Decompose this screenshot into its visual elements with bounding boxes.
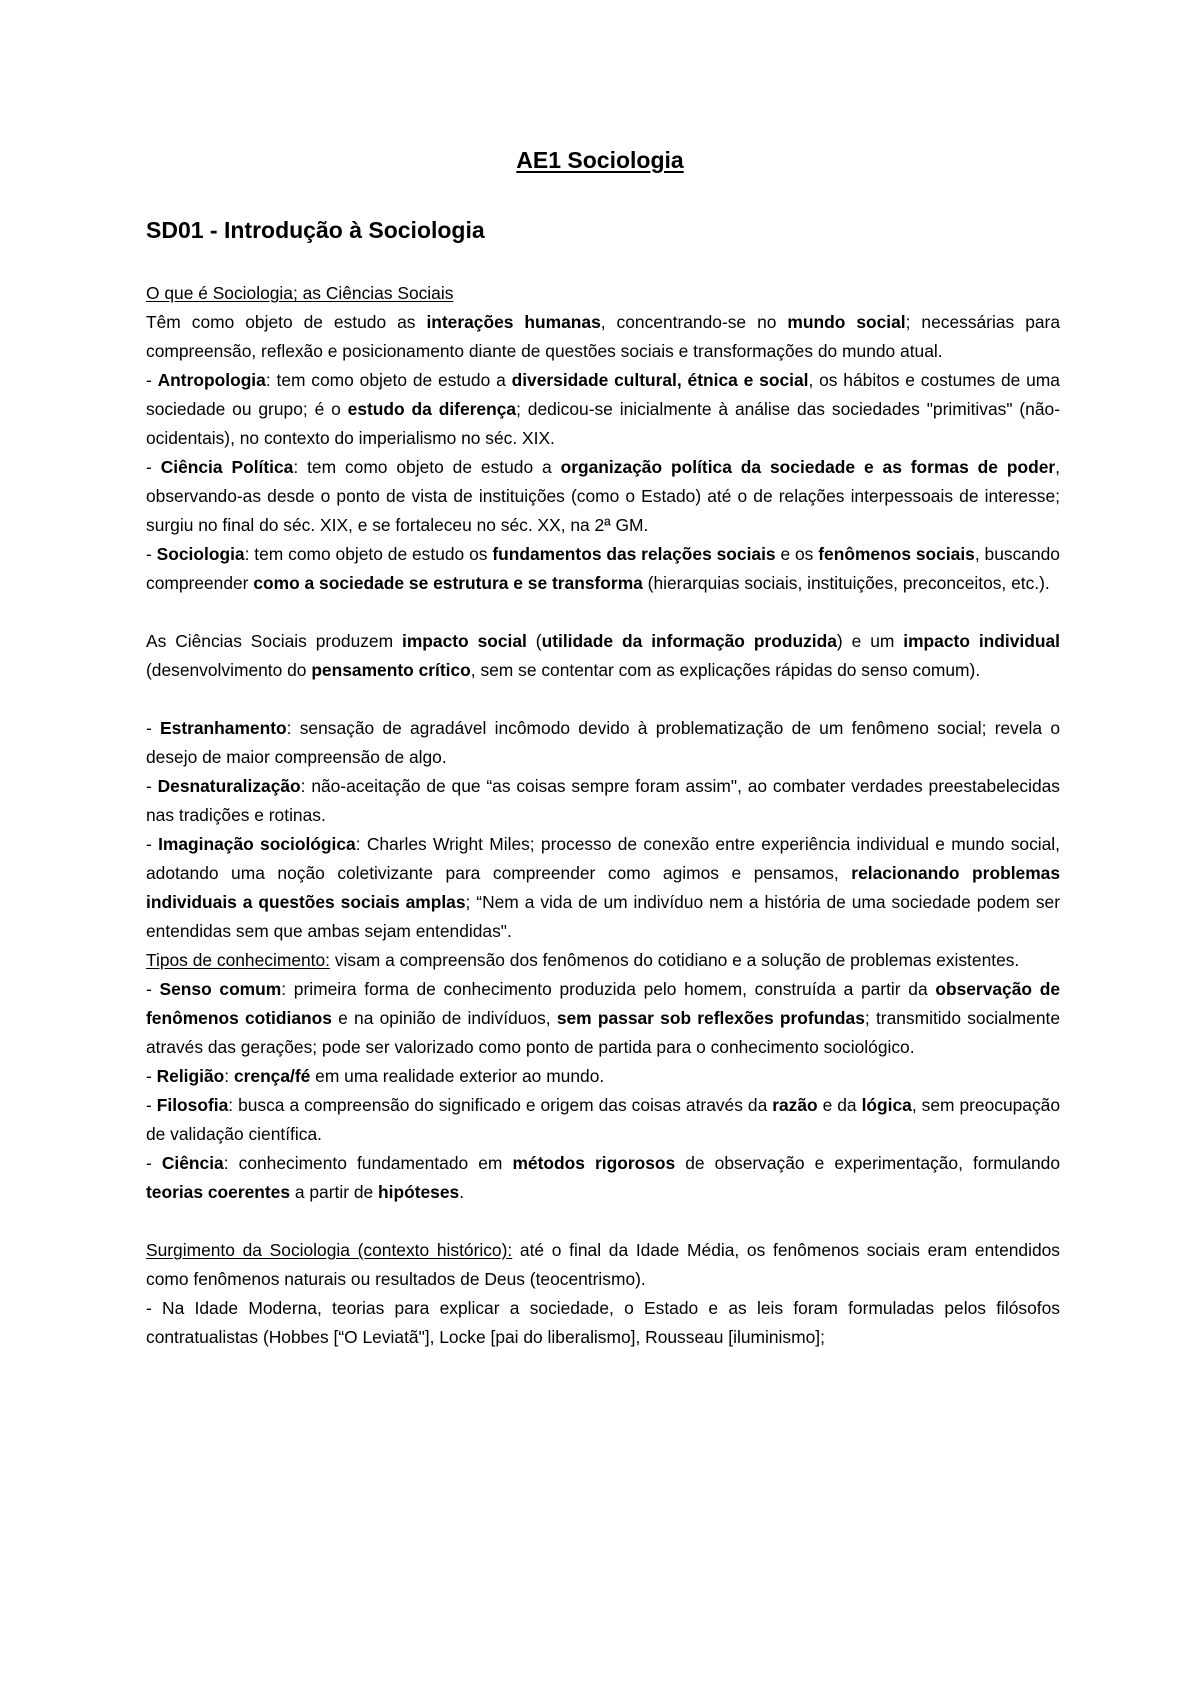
- text-run: : não-aceitação de que “as coisas sempre foram assim", ao combater verdades preestabelecidas nas tradições e rotinas.: [146, 776, 1061, 825]
- text-run: -: [146, 1153, 162, 1173]
- paragraph: [146, 453, 1060, 540]
- bold-text: Antropologia: [157, 370, 266, 390]
- paragraph-spacer: [146, 598, 1060, 627]
- underlined-heading: O que é Sociologia; as Ciências Sociais: [146, 283, 454, 303]
- bold-text: hipóteses: [378, 1182, 460, 1202]
- text-run: e da: [817, 1095, 862, 1115]
- text-run: -: [146, 718, 161, 738]
- paragraph: [146, 627, 1060, 685]
- text-run: , sem se contentar com as explicações rápidas do senso comum).: [470, 660, 981, 680]
- text-run: e os: [775, 544, 819, 564]
- text-run: : primeira forma de conhecimento produzida pelo homem, construída a partir da: [281, 979, 936, 999]
- paragraph: [146, 772, 1060, 830]
- text-run: ; transmitido socialmente através das gerações; pode ser valorizado como ponto de partida para o conhecimento sociológico.: [146, 1008, 1061, 1057]
- text-run: -: [146, 1095, 157, 1115]
- bold-text: Ciência Política: [160, 457, 294, 477]
- text-run: .: [459, 1182, 465, 1202]
- bold-text: diversidade cultural, étnica e social: [511, 370, 809, 390]
- bold-text: Filosofia: [156, 1095, 229, 1115]
- bold-text: lógica: [861, 1095, 912, 1115]
- paragraph: [146, 540, 1060, 598]
- text-run: :: [224, 1066, 234, 1086]
- text-run: : busca a compreensão do significado e origem das coisas através da: [228, 1095, 773, 1115]
- text-run: ) e um: [836, 631, 904, 651]
- text-run: , sem preocupação de validação científica.: [146, 1095, 1061, 1144]
- bold-text: Sociologia: [156, 544, 245, 564]
- bold-text: mundo social: [787, 312, 906, 332]
- text-run: : sensação de agradável incômodo devido à problematização de um fenômeno social; revela o desejo de maior compreensão de algo.: [146, 718, 1061, 767]
- paragraph: [146, 308, 1060, 366]
- section-heading: SD01 - Introdução à Sociologia: [146, 217, 485, 243]
- bold-text: fundamentos das relações sociais: [492, 544, 776, 564]
- text-run: Têm como objeto de estudo as: [146, 312, 427, 332]
- text-run: -: [146, 834, 159, 854]
- bold-text: interações humanas: [426, 312, 601, 332]
- underlined-heading: Tipos de conhecimento:: [146, 950, 330, 970]
- text-run: : conhecimento fundamentado em: [223, 1153, 513, 1173]
- text-run: -: [146, 544, 157, 564]
- text-run: até o final da Idade Média, os fenômenos sociais eram entendidos como fenômenos naturais ou resultados de Deus (teocentrismo).: [146, 1240, 1060, 1289]
- text-run: : tem como objeto de estudo os: [244, 544, 493, 564]
- text-run: , buscando compreender: [146, 544, 1060, 593]
- bold-text: Religião: [156, 1066, 225, 1086]
- paragraph: [146, 714, 1060, 772]
- paragraph: [146, 830, 1060, 946]
- text-run: -: [146, 370, 158, 390]
- bold-text: Imaginação sociológica: [158, 834, 356, 854]
- text-run: -: [146, 776, 158, 796]
- text-run: , concentrando-se no: [600, 312, 788, 332]
- text-run: -: [146, 1066, 157, 1086]
- text-run: a partir de: [290, 1182, 378, 1202]
- bold-text: pensamento crítico: [311, 660, 471, 680]
- text-run: : Charles Wright Miles; processo de conexão entre experiência individual e mundo social, adotando uma noção coletivizante para compreender como agimos e pensamos,: [146, 834, 1060, 883]
- text-run: (: [526, 631, 542, 651]
- bold-text: impacto social: [402, 631, 527, 651]
- bold-text: fenômenos sociais: [818, 544, 975, 564]
- bold-text: razão: [772, 1095, 818, 1115]
- text-run: ; dedicou-se inicialmente à análise das sociedades "primitivas" (não-ocidentais), no contexto do imperialismo no séc. XIX.: [146, 399, 1060, 448]
- bold-text: como a sociedade se estrutura e se transforma: [253, 573, 643, 593]
- text-run: : tem como objeto de estudo a: [293, 457, 561, 477]
- text-run: -: [146, 457, 161, 477]
- text-run: ; “Nem a vida de um indivíduo nem a história de uma sociedade podem ser entendidas sem que ambas sejam entendidas".: [146, 892, 1061, 941]
- paragraph: [146, 946, 1060, 975]
- text-run: (hierarquias sociais, instituições, preconceitos, etc.).: [642, 573, 1050, 593]
- bold-text: teorias coerentes: [146, 1182, 291, 1202]
- bold-text: Estranhamento: [160, 718, 287, 738]
- text-run: , observando-as desde o ponto de vista de instituições (como o Estado) até o de relações interpessoais de interesse; surgiu no final do séc. XIX, e se fortaleceu no séc. XX, na 2ª GM.: [146, 457, 1061, 535]
- text-run: : tem como objeto de estudo a: [265, 370, 512, 390]
- bold-text: organização política da sociedade e as formas de poder: [560, 457, 1056, 477]
- text-run: e na opinião de indivíduos,: [331, 1008, 557, 1028]
- text-run: (desenvolvimento do: [146, 660, 312, 680]
- paragraph: [146, 1062, 1060, 1091]
- bold-text: Desnaturalização: [157, 776, 301, 796]
- text-run: em uma realidade exterior ao mundo.: [310, 1066, 605, 1086]
- paragraph: [146, 1236, 1060, 1294]
- text-run: As Ciências Sociais produzem: [146, 631, 402, 651]
- bold-text: crença/fé: [233, 1066, 311, 1086]
- text-run: visam a compreensão dos fenômenos do cotidiano e a solução de problemas existentes.: [330, 950, 1020, 970]
- text-run: -: [146, 979, 160, 999]
- text-run: ; necessárias para compreensão, reflexão e posicionamento diante de questões sociais e transformações do mundo atual.: [146, 312, 1060, 361]
- paragraph: [146, 1091, 1060, 1149]
- document-title: AE1 Sociologia: [516, 147, 684, 173]
- bold-text: sem passar sob reflexões profundas: [556, 1008, 865, 1028]
- bold-text: estudo da diferença: [347, 399, 517, 419]
- bold-text: Ciência: [161, 1153, 224, 1173]
- underlined-heading: Surgimento da Sociologia (contexto histórico):: [146, 1240, 513, 1260]
- text-run: de observação e experimentação, formulando: [675, 1153, 1060, 1173]
- bold-text: métodos rigorosos: [512, 1153, 676, 1173]
- text-run: - Na Idade Moderna, teorias para explicar a sociedade, o Estado e as leis foram formuladas pelos filósofos contratualistas (Hobbes [“O Leviatã"], Locke [pai do liberalismo], Rousseau [iluminismo];: [146, 1298, 1060, 1347]
- paragraph: [146, 1294, 1060, 1352]
- bold-text: utilidade da informação produzida: [541, 631, 837, 651]
- document-body: [146, 279, 1060, 1352]
- text-run: , os hábitos e costumes de uma sociedade ou grupo; é o: [146, 370, 1060, 419]
- paragraph-spacer: [146, 685, 1060, 714]
- bold-text: observação de fenômenos cotidianos: [146, 979, 1061, 1028]
- paragraph: [146, 1149, 1060, 1207]
- paragraph: [146, 279, 1060, 308]
- bold-text: impacto individual: [903, 631, 1061, 651]
- paragraph: [146, 366, 1060, 453]
- paragraph-spacer: [146, 1207, 1060, 1236]
- paragraph: [146, 975, 1060, 1062]
- bold-text: Senso comum: [159, 979, 282, 999]
- bold-text: relacionando problemas individuais a questões sociais amplas: [146, 863, 1061, 912]
